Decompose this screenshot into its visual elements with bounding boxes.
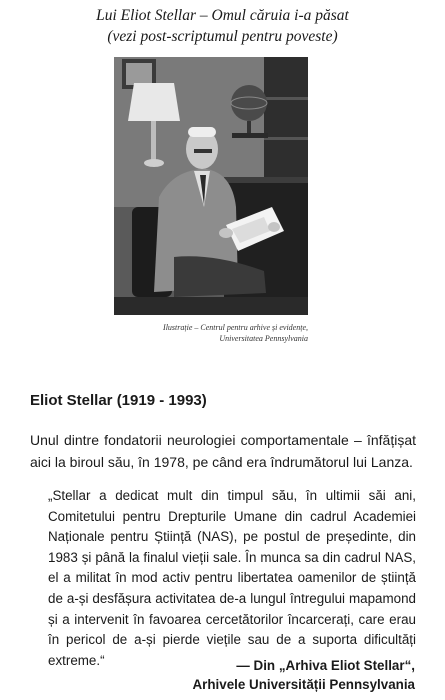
portrait-photo	[114, 57, 308, 315]
attribution-line-1: — Din „Arhiva Eliot Stellar“,	[236, 658, 415, 673]
attribution-line-2: Arhivele Universității Pennsylvania	[192, 677, 415, 692]
dedication-line-2: (vezi post-scriptumul pentru poveste)	[107, 28, 338, 45]
quote-attribution	[192, 656, 415, 694]
caption-line-2: Universitatea Pennsylvania	[219, 334, 308, 343]
quote-paragraph: „Stellar a dedicat mult din timpul său, în ultimii săi ani, Comitetului pentru Drepturile Umane din cadrul Academiei Naționale pentru Știință (NAS), pe postul de președinte, din 1983 și până la finalul vieții sale. În munca sa din cadrul NAS, el a militat în mod activ pentru libertatea oamenilor de știință de a-și desfășura activitatea de-a lungul întregului mapamond și a intervenit în favoarea cercetătorilor încarcerați, care erau în pericol de a-și pierde viețile sau de a suporta dificultăți extreme.“	[48, 488, 416, 668]
dedication-line-1: Lui Eliot Stellar – Omul căruia i-a păsat	[96, 7, 349, 24]
section-heading: Eliot Stellar (1919 - 1993)	[30, 392, 207, 409]
photo-caption	[68, 322, 308, 344]
intro-paragraph: Unul dintre fondatorii neurologiei comportamentale – înfățișat aici la biroul său, în 1978, pe când era îndrumătorul lui Lanza.	[30, 432, 416, 470]
dedication	[0, 5, 445, 47]
photograph-icon	[114, 57, 308, 315]
caption-line-1: Ilustrație – Centrul pentru arhive și evidențe,	[163, 323, 308, 332]
